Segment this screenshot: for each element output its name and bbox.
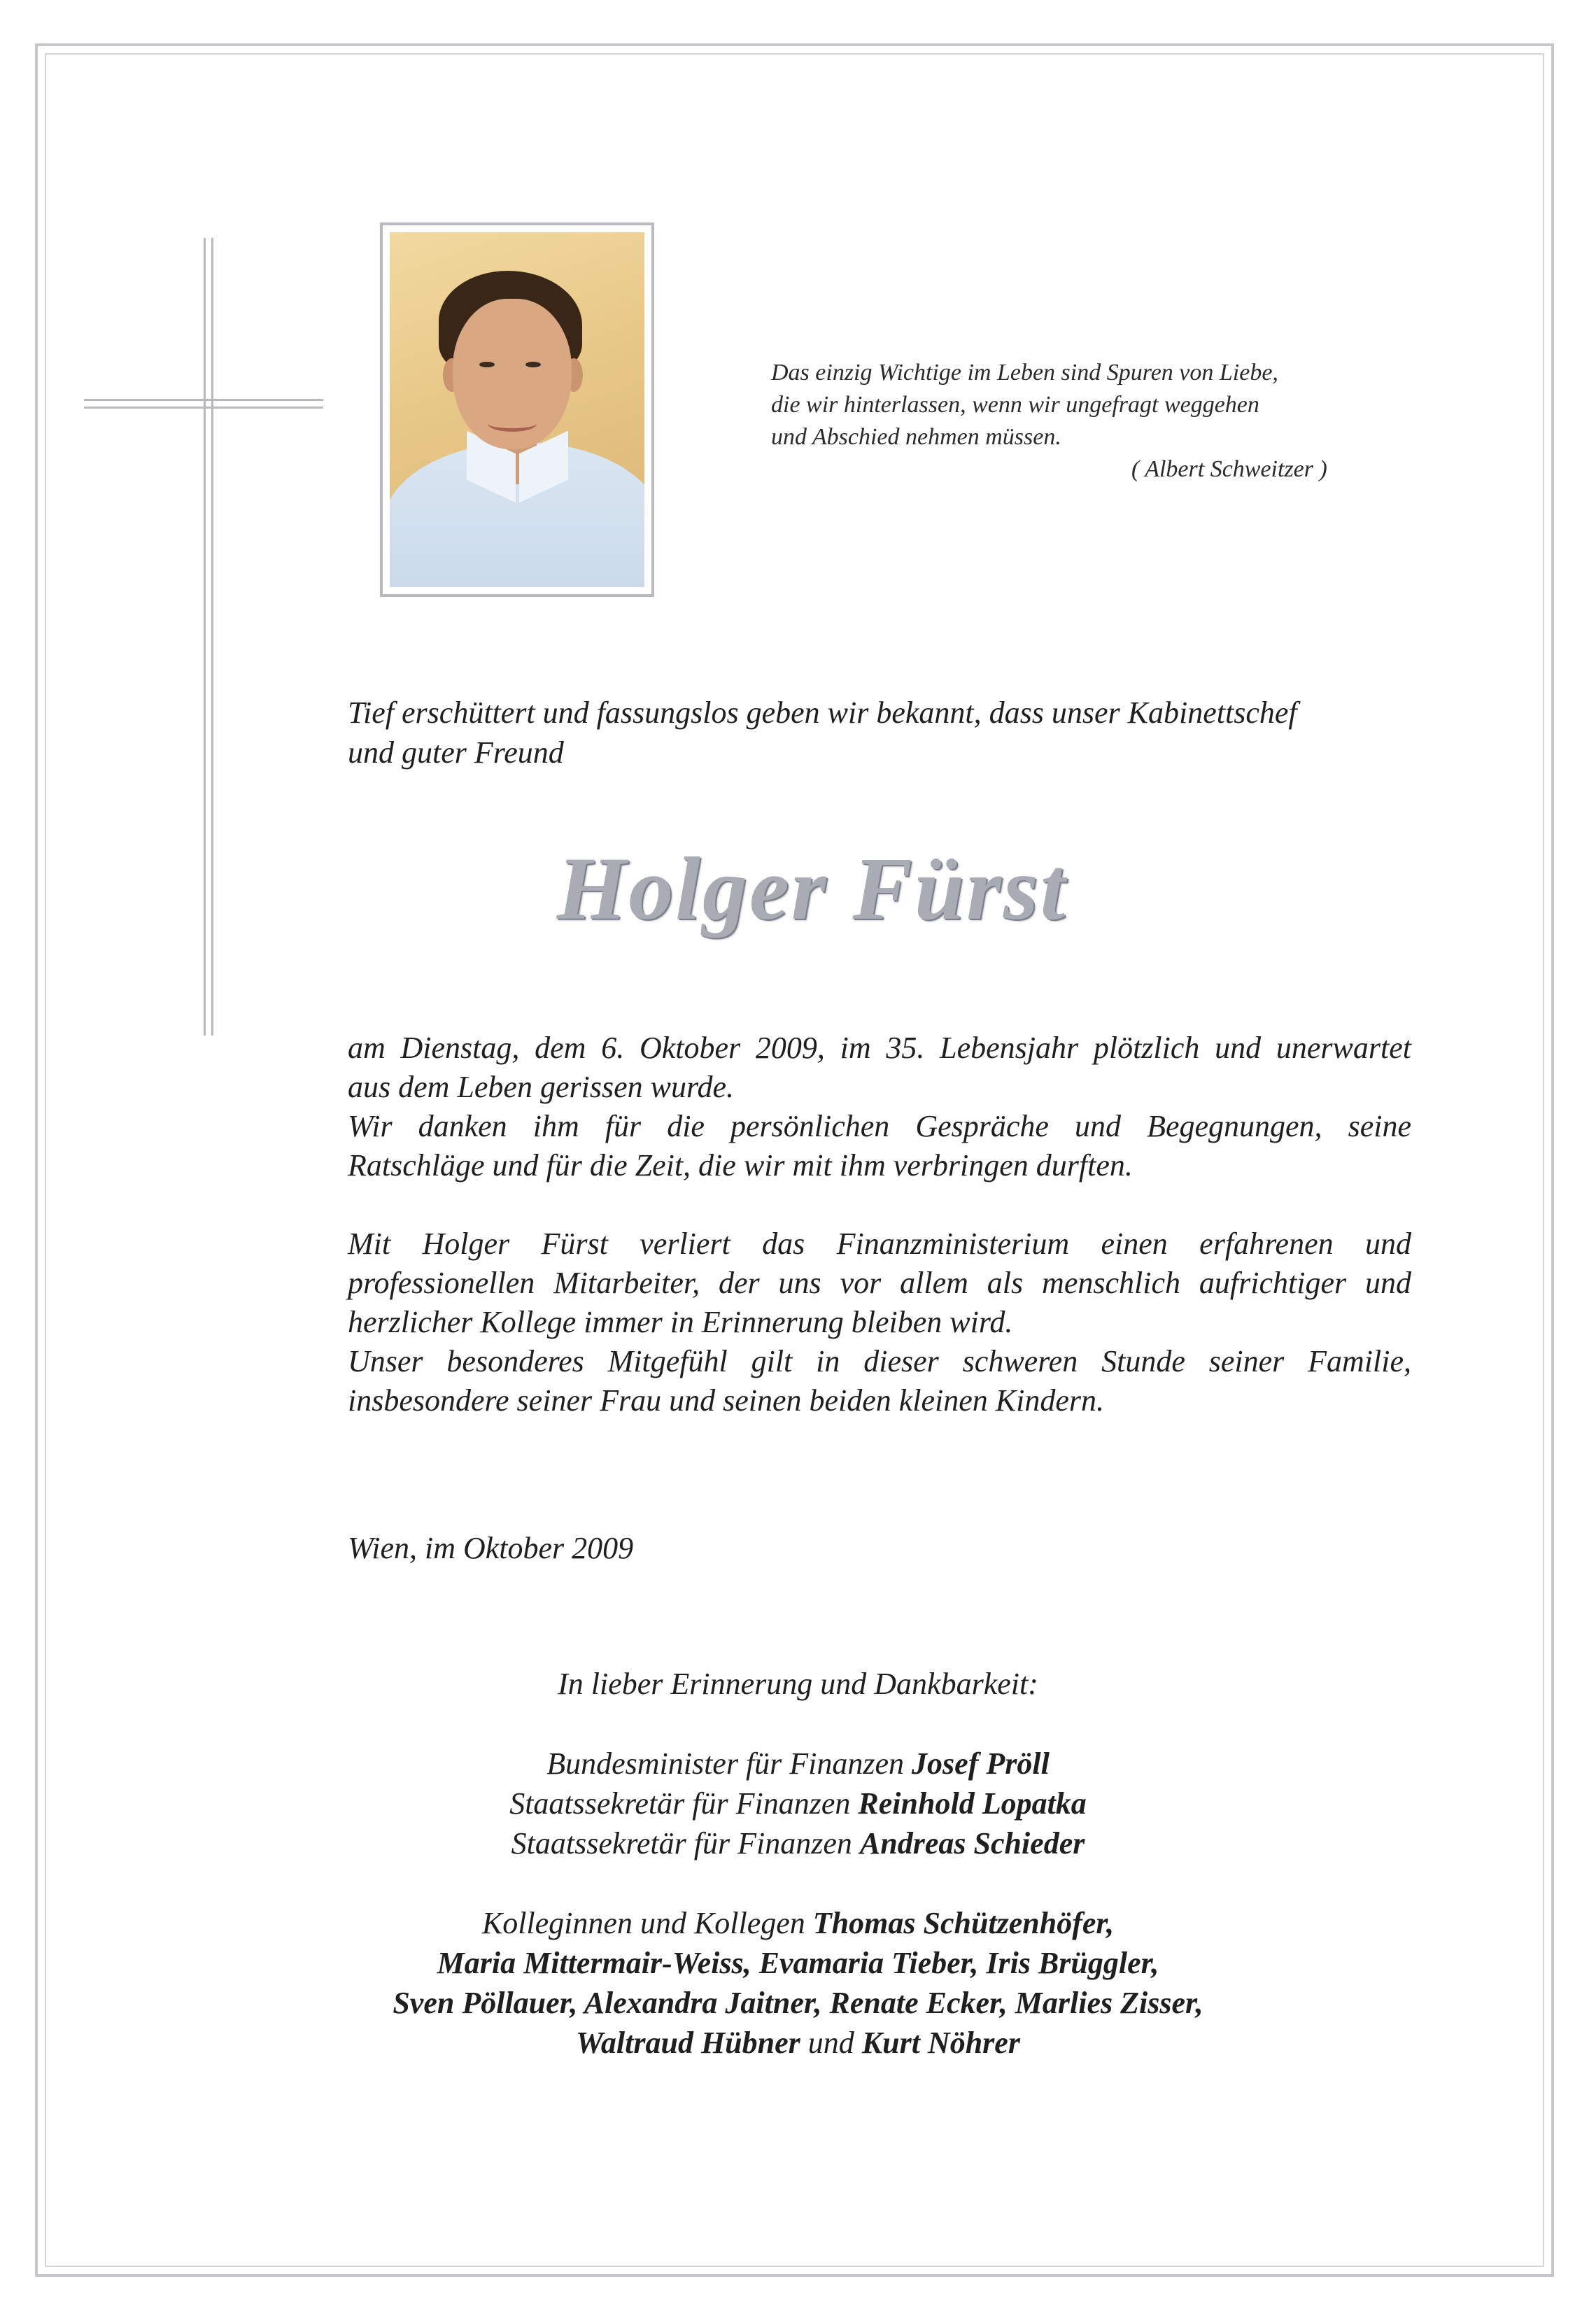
paragraph-line: aus dem Leben gerissen wurde. bbox=[348, 1070, 734, 1104]
portrait-mouth bbox=[488, 416, 537, 432]
paragraph-tribute bbox=[348, 1224, 1411, 1420]
official-signature bbox=[0, 1784, 1596, 1823]
official-name: Andreas Schieder bbox=[859, 1826, 1085, 1860]
paragraph-line: herzlicher Kollege immer in Erinnerung bleiben wird. bbox=[348, 1305, 1013, 1339]
deceased-name: Holger Fürst bbox=[556, 839, 1068, 938]
colleague-names: Sven Pöllauer, Alexandra Jaitner, Renate Ecker, Marlies Zisser, bbox=[393, 1986, 1203, 2020]
official-role: Staatssekretär für Finanzen bbox=[509, 1786, 851, 1821]
quote-line: die wir hinterlassen, wenn wir ungefragt weggehen bbox=[771, 392, 1259, 418]
portrait-photo bbox=[390, 232, 644, 587]
official-signature bbox=[0, 1823, 1596, 1863]
paragraph-line: Mit Holger Fürst verliert das Finanzministerium einen erfahrenen und bbox=[348, 1227, 1411, 1261]
paragraph-line: professionellen Mitarbeiter, der uns vor allem als menschlich aufrichtiger und bbox=[348, 1266, 1411, 1300]
intro-line: und guter Freund bbox=[348, 735, 564, 770]
paragraph-line: Unser besonderes Mitgefühl gilt in dieser schweren Stunde seiner Familie, bbox=[348, 1344, 1411, 1378]
official-signature bbox=[0, 1744, 1596, 1784]
quote-author: ( Albert Schweitzer ) bbox=[1131, 456, 1327, 482]
paragraph-death-notice bbox=[348, 1029, 1411, 1185]
portrait-eye-left bbox=[479, 362, 495, 367]
colleagues-line bbox=[0, 1903, 1596, 1943]
official-name: Josef Pröll bbox=[912, 1746, 1050, 1781]
quote-line: Das einzig Wichtige im Leben sind Spuren von Liebe, bbox=[771, 360, 1278, 386]
paragraph-line: Ratschläge und für die Zeit, die wir mit ihm verbringen durften. bbox=[348, 1148, 1133, 1182]
colleague-names: Thomas Schützenhöfer, bbox=[812, 1906, 1115, 1940]
announcement-intro bbox=[348, 693, 1418, 772]
intro-line: Tief erschüttert und fassungslos geben wir bekannt, dass unser Kabinettschef bbox=[348, 696, 1297, 730]
official-name: Reinhold Lopatka bbox=[858, 1786, 1087, 1821]
colleagues-line bbox=[0, 1943, 1596, 1983]
colleague-names: Maria Mittermair-Weiss, Evamaria Tieber, Iris Brüggler, bbox=[437, 1946, 1159, 1980]
official-role: Bundesminister für Finanzen bbox=[546, 1746, 905, 1781]
paragraph-line: am Dienstag, dem 6. Oktober 2009, im 35. Lebensjahr plötzlich und unerwartet bbox=[348, 1031, 1411, 1065]
official-role: Staatssekretär für Finanzen bbox=[511, 1826, 852, 1860]
portrait-eye-right bbox=[525, 362, 541, 367]
colleague-names: Kurt Nöhrer bbox=[861, 2026, 1020, 2060]
colleague-names: Waltraud Hübner bbox=[576, 2026, 800, 2060]
cross-icon-horizontal-beam bbox=[84, 399, 323, 409]
quote-line: und Abschied nehmen müssen. bbox=[771, 424, 1061, 450]
paragraph-line: insbesondere seiner Frau und seinen beiden kleinen Kindern. bbox=[348, 1383, 1105, 1418]
colleagues-line bbox=[0, 2023, 1596, 2063]
colleagues-line bbox=[0, 1983, 1596, 2023]
signatures-heading: In lieber Erinnerung und Dankbarkeit: bbox=[558, 1667, 1038, 1701]
paragraph-line: Wir danken ihm für die persönlichen Gespräche und Begegnungen, seine bbox=[348, 1109, 1411, 1143]
portrait-photo-frame bbox=[380, 223, 654, 597]
place-and-date: Wien, im Oktober 2009 bbox=[348, 1531, 634, 1565]
signatures-block bbox=[0, 1664, 1596, 2063]
colleagues-prefix: Kolleginnen und Kollegen bbox=[481, 1906, 805, 1940]
colleagues-joiner: und bbox=[807, 2026, 854, 2060]
memorial-quote bbox=[771, 357, 1401, 486]
